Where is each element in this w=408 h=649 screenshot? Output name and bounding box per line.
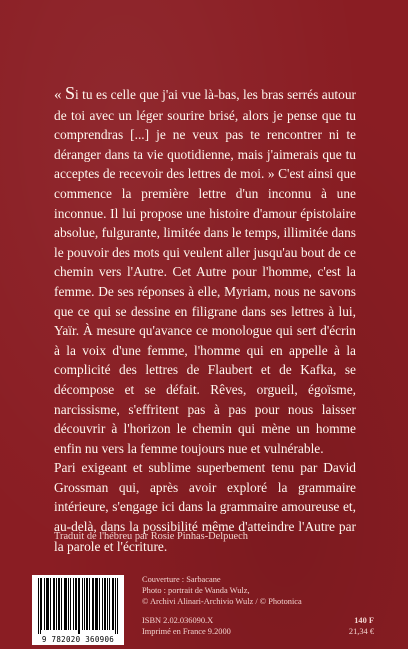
price-euros: 21,34 € [348, 627, 374, 636]
blurb-text [54, 84, 356, 556]
barcode-bar [54, 578, 55, 630]
barcode-bar [112, 578, 113, 630]
barcode-bar [115, 578, 116, 634]
barcode-bar [41, 578, 42, 630]
barcode-bar [95, 578, 96, 630]
barcode-bar [38, 578, 39, 634]
barcode-bar [73, 578, 74, 630]
barcode-bar [79, 578, 80, 634]
barcode-bar [113, 578, 114, 630]
blurb-paragraph-2: Pari exigeant et sublime superbement tenu par David Grossman qui, après avoir exploré la grammaire intérieure, s'engage ici dans la grammaire amoureuse et, au-delà, dans la possibilité même d'atteindre l'Autre par la parole et l'écriture. [54, 460, 356, 554]
translator-credit: Traduit de l'hébreu par Rosie Pinhas-Delpuech [54, 531, 248, 542]
barcode-bar [104, 578, 105, 630]
barcode-bar [97, 578, 98, 630]
blurb-open-quote: « [54, 87, 62, 103]
barcode-bar [70, 578, 71, 630]
credits-line-3: © Archivi Alinari-Archivio Wulz / © Photonica [142, 597, 302, 606]
barcode-bar [107, 578, 108, 630]
barcode-bar [50, 578, 51, 630]
barcode-bar [46, 578, 47, 630]
barcode-bar [75, 578, 76, 630]
barcode-bar [66, 578, 67, 630]
barcode-bar [99, 578, 100, 630]
isbn-block [142, 615, 231, 637]
barcode-bar [117, 578, 118, 634]
barcode-bar [84, 578, 85, 630]
barcode-bar [48, 578, 49, 630]
barcode-bar [40, 578, 41, 634]
barcode-bar [92, 578, 93, 630]
barcode-bar [65, 578, 66, 630]
barcode-bar [78, 578, 79, 634]
barcode-bar [58, 578, 59, 630]
barcode-bar [44, 578, 45, 630]
barcode-bar [56, 578, 57, 630]
barcode-digits: 9 782020 360906 [41, 635, 115, 644]
barcode-bar [89, 578, 90, 630]
barcode-bar [61, 578, 62, 630]
barcode [32, 575, 124, 645]
barcode-bar [59, 578, 60, 630]
cover-credits [142, 574, 302, 607]
credits-line-2: Photo : portrait de Wanda Wulz, [142, 586, 250, 595]
barcode-bar [82, 578, 83, 630]
barcode-bar [68, 578, 69, 630]
blurb-paragraph-1: i tu es celle que j'ai vue là-bas, les bras serrés autour de toi avec un léger sourire brisé, alors je pense que tu comprendras [...] je ne veux pas te rencontrer ni te déranger dans ta vie quotidienne, mais j'aimerais que tu acceptes de recevoir des lettres de moi. » C'est ainsi que commence la première lettre d'un inconnu à une inconnue. Il lui propose une histoire d'amour épistolaire absolue, fulgurante, limitée dans le temps, illimitée dans le pouvoir des mots qui veulent aller jusqu'au bout de ce chemin vers l'Autre. Cet Autre pour l'homme, c'est la femme. De ses réponses à elle, Myriam, nous ne savons que ce qui se dessine en filigrane dans ses lettres à lui, Yaïr. À mesure qu'avance ce monologue qui sert d'écrin à la voix d'une femme, l'homme qui en appelle à la complicité des lettres de Flaubert et de Kafka, se décompose et se défait. Rêves, orgueil, égoïsme, narcissisme, s'effritent pas à pas pour nous laisser découvrir à l'horizon le chemin qui mène un homme enfin nu vers la femme toujours nue et vulnérable. [54, 87, 356, 456]
barcode-bar [64, 578, 65, 630]
print-info: Imprimé en France 9.2000 [142, 627, 231, 636]
price-block [349, 615, 374, 637]
isbn-number: ISBN 2.02.036090.X [142, 616, 214, 625]
barcode-bar [102, 578, 103, 630]
barcode-bar [87, 578, 88, 630]
credits-line-1: Couverture : Sarbacane [142, 575, 221, 584]
blurb-dropcap: S [64, 83, 75, 103]
barcode-bar [105, 578, 106, 630]
barcode-bar [86, 578, 87, 630]
barcode-bar [96, 578, 97, 630]
barcode-bar [76, 578, 77, 630]
barcode-bar [93, 578, 94, 630]
barcode-bar [53, 578, 54, 630]
barcode-bar [47, 578, 48, 630]
barcode-bars [32, 575, 124, 637]
price-francs: 140 F [354, 616, 374, 625]
barcode-bar [109, 578, 110, 630]
